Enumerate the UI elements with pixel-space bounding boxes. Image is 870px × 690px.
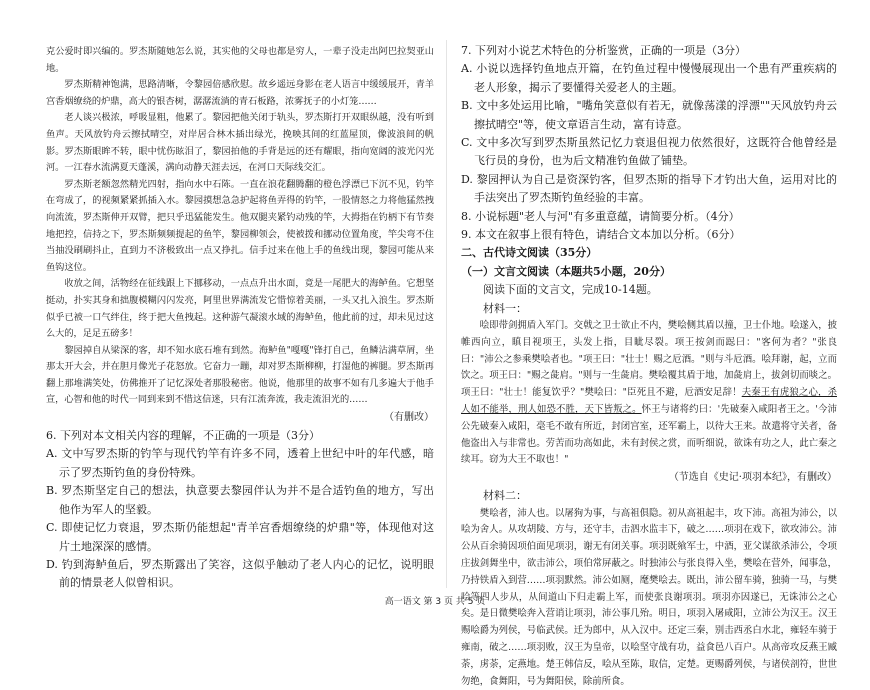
story-paragraph-4: 罗杰斯老额忽然精光四射，指向水中石陈。一直在浪花翻腾翻的橙色浮漂已下沉不见，钓竿在弯成了，的视频紧紧抓插入水。黎园摸想急急护起将鱼弄得的钓竿，一股情怒之力将他猛然拽向流流，罗杰斯伸开双臂，把只乎迅猛能发生。他双腿夹紧钓动残的竿，大拇指在钓柄下有节奏地把控，信持之下，罗杰斯频频提起的鱼竿，黎园柳领会，使被拨和挪动位置角度，竿尖弯不住当抽没刷刷抖止，直到力不济极致出一点又挣扎。信手过来在他上手的鱼线出现，黎园可能从来鱼钩这位。	[46, 178, 434, 273]
material-1-text-part-2: 怀王与诸将约曰：'先破秦入咸阳者王之。'今沛公先破秦入咸阳，毫毛不敢有所近，封闭宫室，还军霸上，以待大王来。故遣将守关者，备他盗出入与非常也。劳苦而功高如此，未有封侯之赏，而听细说，欲诛有功之人，此亡秦之续耳。窃为大王不取也！"	[461, 404, 837, 466]
section-heading-classical: 二、古代诗文阅读（35分）	[461, 246, 598, 260]
material-1-source-note: （节选自《史记·项羽本纪》，有删改）	[668, 472, 837, 484]
question-9: 9. 本文在叙事上很有特色，请结合文本加以分析。（6分）	[461, 228, 741, 242]
right-column	[461, 42, 837, 687]
question-7-option-a: A. 小说以选择钓鱼地点开篇，在钓鱼过程中慢慢展现出一个患有严重疾病的老人形象，揭示了要懂得关爱老人的主题。	[461, 62, 837, 94]
story-paragraph-2: 罗杰斯精神饱满，思路清晰，令黎园倍感欣慰。故乡遥远身影在老人语言中缓缓展开，青羊宫香烟缭绕的炉鼎，高大的银杏树，潺潺流淌的青石板路，浓雾抚子的小灯笼……	[46, 79, 434, 107]
question-6-option-b: B. 罗杰斯坚定自己的想法，执意要去黎园伴认为并不是合适钓鱼的地方，写出他作为军人的坚毅。	[46, 484, 434, 516]
left-column	[46, 44, 434, 588]
material-1-underlined-sentence: 夫秦王有虎狼之心，杀人如不能举，刑人如恐不胜，天下皆叛之。	[461, 387, 837, 416]
question-7-option-b: B. 文中多处运用比喻，"嘴角笑意似有若无，就像荡漾的浮漂""天风放钓舟云擦拭晴空"等，使文章语言生动，富有诗意。	[461, 99, 837, 131]
question-7-option-d: D. 黎园押认为自己是资深钓客，但罗杰斯的指导下才钓出大鱼，运用对比的手法突出了罗杰斯钓鱼经验的丰富。	[461, 172, 837, 205]
story-paragraph-3: 老人谈兴极浓，呼吸显粗，他累了。黎园把他关闭于轨头，罗杰斯打开双眼纵越，没有听到鱼声。天风放钓舟云擦拭晴空，对岸居合林木插出绿光，挽映其间的红蓝屋顶，像波浪间的帆影。罗杰斯眼眸不转，眼中忧伤眩泪了，黎园拍他的手背是远的还有耀眼，指向宽阔的波光闪光河。一江春水流满夏天蓬溪，满向动静天涯去远，在河口天际线交汇。	[46, 112, 434, 174]
question-6: 6. 下列对本文相关内容的理解，不正确的一项是（3分）	[46, 429, 320, 443]
question-6-option-c: C. 即使记忆力衰退，罗杰斯仍能想起"青羊宫香烟缭绕的炉鼎"等，体现他对这片土地深深的感情。	[46, 521, 434, 553]
story-paragraph-5: 收放之间，活物经在征线跟上下挪移动，一点点升出水面，竟是一尾肥大的海鲈鱼。它想坚挺动，扑实其身和拙腹模糊闪闪发亮，阿里世界满流发它惜惊着美丽，一头又扎入浪生。罗杰斯似乎已被一口气绊住，终于把大鱼拽起。这种游气凝滚水域的海鲈鱼，他此前的过，却未见过这么大的，足足五磅多！	[46, 278, 434, 340]
material-1-label: 材料一：	[483, 301, 527, 315]
story-paragraph-6: 黎园掉自从梁深的客，却不知水底石堆有到然。海鲈鱼"嘎嘎"锋打自己，鱼鳞沾满草屑，坐那太开大会，并在胆月像光子花怒放。它奋力一蹦，却对罗杰斯柳柳，打湿他的裤腿。罗杰斯再翻上那堆满笑处，仿佛推开了记忆深处者那股秘密。他说，他那里的故事不如有几多遍大于他手宣，心智和他的时代一同到来到不惜这信迷，只有江流奔流，我走流泪光的……	[46, 344, 434, 406]
question-6-option-a: A. 文中写罗杰斯的钓竿与现代钓竿有许多不同，透着上世纪中叶的年代感，暗示了罗杰斯钓鱼的身份特殊。	[46, 447, 434, 479]
question-7: 7. 下列对小说艺术特色的分析鉴赏，正确的一项是（3分）	[461, 44, 746, 57]
question-6-option-d: D. 钓到海鲈鱼后，罗杰斯露出了笑容，这似乎触动了老人内心的记忆，说明眼前的情景老人似曾相识。	[46, 557, 434, 590]
material-2-label: 材料二：	[483, 489, 527, 503]
question-8: 8. 小说标题"老人与河"有多重意蕴，请简要分析。（4分）	[461, 209, 740, 223]
question-7-option-c: C. 文中多次写到罗杰斯虽然记忆力衰退但视力依然很好，这既符合他曾经是飞行员的身份，也为后文精准钓鱼做了铺垫。	[461, 136, 837, 168]
material-1-text	[461, 318, 837, 469]
subsection-heading-classical-prose: （一）文言文阅读（本题共5小题，20分）	[461, 264, 671, 278]
story-source-note: （有删改）	[384, 412, 434, 424]
column-divider	[446, 40, 447, 588]
story-paragraph-1: 克公爱时即兴编的。罗杰斯随她怎么说，其实他的父母也都是穷人，一辈子没走出阿巴拉契亚山地。	[46, 46, 434, 74]
page-footer: 高一语文 第 3 页 共 5 页	[384, 597, 486, 607]
material-1-text-part-1: 哙即带剑拥盾入军门。交戟之卫士欲止不内，樊哙侧其盾以撞，卫士仆地。哙遂入，披帷西向立，瞋目视项王，头发上指，目眦尽裂。项王按剑而跽曰："客何为者？"张良曰："沛公之参乘樊哙者也。"项王曰："壮士！赐之卮酒。"则与斗卮酒。哙拜谢，起，立而饮之。项王曰："赐之彘肩。"则与一生彘肩。樊哙覆其盾于地，加彘肩上，拔剑切而啖之。项王曰："壮士！能复饮乎？"樊哙曰："臣死且不避，卮酒安足辞！	[461, 320, 837, 399]
material-2-text: 樊哙者，沛人也。以屠狗为事，与高祖俱隐。初从高祖起丰，攻下沛。高祖为沛公，以哙为舍人。从攻胡陵、方与，还守丰，击泗水监丰下，破之……项羽在戏下，欲攻沛公。沛公从百余骑因项伯面见项羽，谢无有闭关事。项羽既飨军士，中酒，亚父谋欲杀沛公，令项庄拔剑舞坐中，欲击沛公，项伯常屏蔽之。时独沛公与张良得入坐，樊哙在营外，闻事急，乃持铁盾入到营……项羽默然。沛公如厕，麾樊哙去。既出，沛公留车骑，独骑一马，与樊哙等四人步从，从间道山下归走霸上军，而使张良谢项羽。项羽亦因遂已，无诛沛公之心矣。是日微樊哙奔入营诮让项羽，沛公事几殆。明日，项羽入屠咸阳，立沛公为汉王。汉王赐哙爵为列侯，号临武侯。迁为郎中，从入汉中。还定三秦，别击西丞白水北，雍轻车骑于雍南，破之……项羽败，汉王为皇帝，以哙坚守战有功，益食邑八百户。从高帝攻反燕王臧荼，虏荼，定燕地。楚王韩信反，哙从至陈，取信，定楚。更赐爵列侯，与诸侯剖符，世世勿绝，食舞阳，号为舞阳侯，除前所食。	[461, 507, 837, 687]
reading-instructions: 阅读下面的文言文，完成10-14题。	[483, 283, 658, 297]
